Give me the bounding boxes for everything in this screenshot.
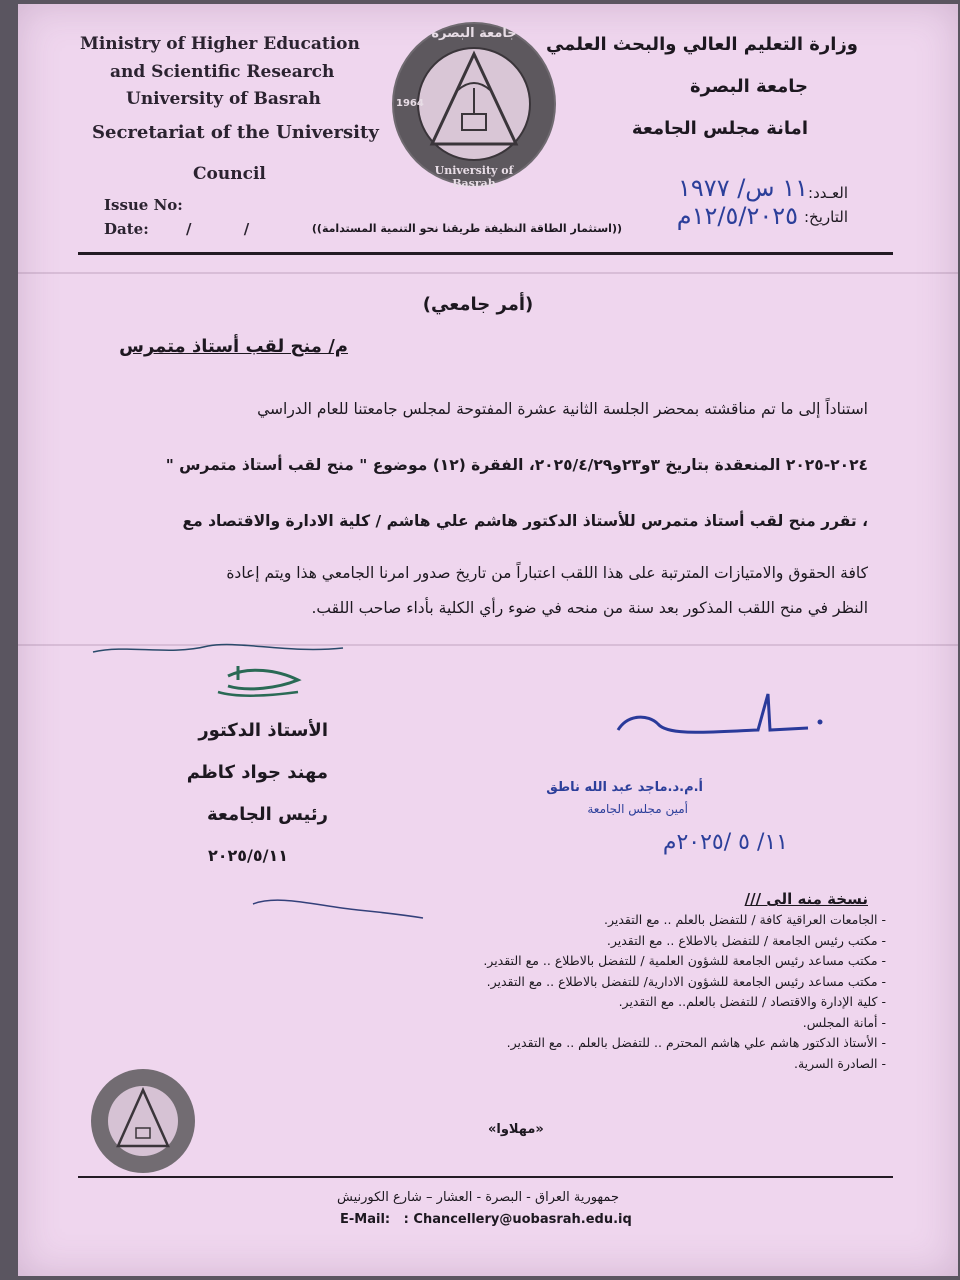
- president-name: مهند جواد كاظم: [186, 762, 328, 783]
- closing-mark: «مهلاوا»: [488, 1122, 544, 1137]
- date-slashes: / /: [186, 220, 250, 238]
- copy-item: - مكتب مساعد رئيس الجامعة للشؤون الادارية/ للتفضل بالاطلاع .. مع التقدير.: [486, 973, 886, 989]
- paper-fold: [18, 272, 958, 274]
- seal-year: 1964: [396, 98, 424, 109]
- order-paragraph-line: النظر في منح اللقب المذكور بعد سنة من منحه في ضوء رأي الكلية بأداء صاحب اللقب.: [311, 599, 868, 617]
- copy-item: - الجامعات العراقية كافة / للتفضل بالعلم .. مع التقدير.: [603, 912, 886, 927]
- order-paragraph-line: استناداً إلى ما تم مناقشته بمحضر الجلسة الثانية عشرة المفتوحة لمجلس جامعتنا للعام الدراسي: [257, 400, 868, 418]
- order-title: (أمر جامعي): [422, 294, 534, 315]
- header-ar-ministry: وزارة التعليم العالي والبحث العلمي: [545, 34, 858, 55]
- president-date: ٢٠٢٥/٥/١١: [207, 846, 289, 865]
- header-en-council: Council: [193, 164, 266, 184]
- header-slogan: ((استثمار الطاقة النظيفة طريقنا نحو التنمية المستدامة)): [311, 222, 622, 235]
- copy-item: - الأستاذ الدكتور هاشم علي هاشم المحترم .. للتفضل بالعلم .. مع التقدير.: [506, 1035, 886, 1050]
- header-en-research: and Scientific Research: [110, 62, 335, 82]
- ink-stroke: [248, 884, 428, 924]
- secretary-signature: [608, 684, 838, 754]
- copy-item: - أمانة المجلس.: [802, 1014, 886, 1030]
- secretary-role: أمين مجلس الجامعة: [587, 802, 688, 816]
- issue-date-handwritten: ١٢/٥/٢٠٢٥م: [676, 202, 798, 230]
- ar-date-label: التاريخ:: [804, 208, 848, 226]
- issue-number-handwritten: ١١ س/ ١٩٧٧: [678, 174, 808, 202]
- order-paragraph-line: كافة الحقوق والامتيازات المترتبة على هذا اللقب اعتباراً من تاريخ صدور امرنا الجامعي هذا ويتم إعادة: [226, 564, 868, 582]
- header-en-secretariat: Secretariat of the University: [92, 122, 379, 143]
- president-role: رئيس الجامعة: [206, 804, 328, 825]
- ar-number-label: العـدد:: [808, 184, 848, 202]
- header-divider: [78, 252, 893, 255]
- order-paragraph-line: ٢٠٢٤-٢٠٢٥ المنعقدة بتاريخ ٣و٢٣و٢٠٢٥/٤/٢٩، الفقرة (١٢) موضوع " منح لقب أستاذ متمرس ": [165, 456, 868, 474]
- copies-list: [483, 910, 886, 1074]
- document-page: [18, 4, 958, 1276]
- footer-email: E-Mail: : Chancellery@uobasrah.edu.iq: [340, 1212, 632, 1227]
- header-en-university: University of Basrah: [126, 89, 321, 109]
- date-label: Date:: [104, 220, 149, 238]
- copy-item: - الصادرة السرية.: [793, 1055, 886, 1071]
- president-signature: [88, 636, 348, 706]
- footer-divider: [78, 1176, 893, 1178]
- footer-address: جمهورية العراق - البصرة - العشار – شارع الكورنيش: [337, 1190, 619, 1205]
- copy-item: - مكتب مساعد رئيس الجامعة للشؤون العلمية / للتفضل بالاطلاع .. مع التقدير.: [483, 953, 886, 968]
- seal-bottom-text: University of Basrah: [434, 164, 514, 190]
- president-title: الأستاذ الدكتور: [198, 720, 328, 741]
- header-ar-secretariat: امانة مجلس الجامعة: [631, 118, 808, 139]
- copies-heading: نسخة منه الى ///: [744, 890, 868, 908]
- secretary-name: أ.م.د.ماجد عبد الله ناطق: [546, 780, 703, 795]
- copy-item: - مكتب رئيس الجامعة / للتفضل بالاطلاع .. مع التقدير.: [606, 932, 886, 948]
- header-en-ministry: Ministry of Higher Education: [80, 34, 360, 54]
- issue-no-label: Issue No:: [104, 196, 183, 214]
- secretary-date: ١١/ ٥ /٢٠٢٥م: [662, 830, 788, 855]
- copy-item: - كلية الإدارة والاقتصاد / للتفضل بالعلم.. مع التقدير.: [618, 994, 886, 1009]
- order-subject: م/ منح لقب أستاذ متمرس: [119, 336, 348, 357]
- order-paragraph-line: ، تقرر منح لقب أستاذ متمرس للأستاذ الدكتور هاشم علي هاشم / كلية الادارة والاقتصاد مع: [182, 512, 868, 530]
- header-ar-university: جامعة البصرة: [689, 76, 808, 97]
- university-seal-stamp: [88, 1066, 198, 1176]
- seal-top-text: جامعة البصرة: [431, 26, 517, 41]
